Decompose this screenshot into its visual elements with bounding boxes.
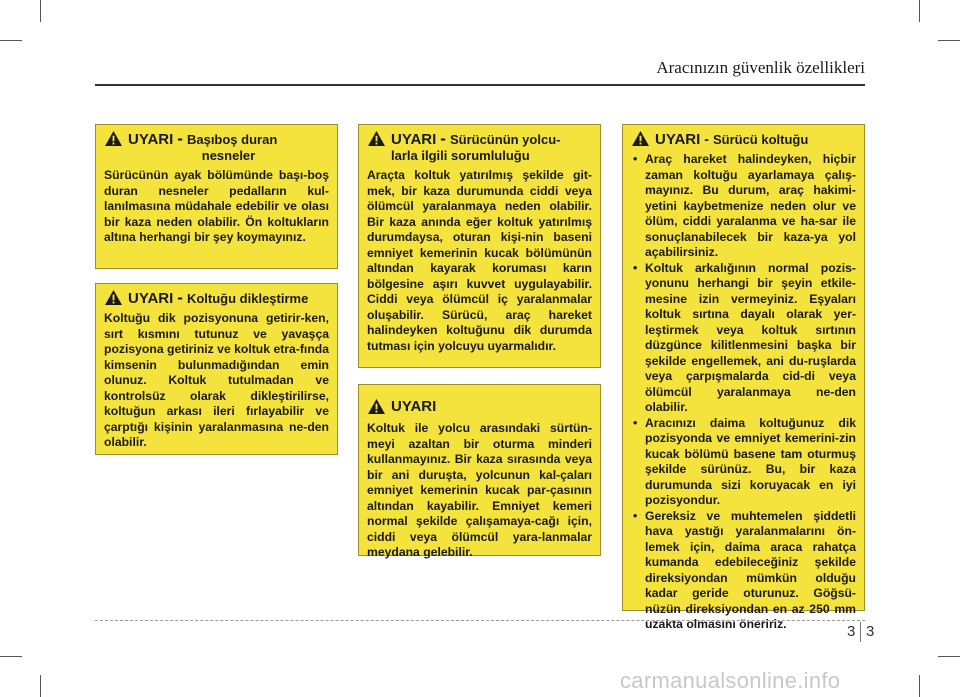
crop-mark (919, 675, 920, 697)
list-item: • Aracınızı daima koltuğunuz dik pozisyonda ve emniyet kemerini-zin kucak bölümü basene tam oturmuş şekilde sürünüz. Bu, bir kaza durumunda sizi koruyacak en iyi pozisyondur. (631, 416, 856, 509)
warning-title: UYARI - Başıboş duran nesneler (104, 131, 329, 164)
warning-word: UYARI (391, 398, 437, 415)
warning-triangle-icon (631, 130, 650, 147)
watermark: carmanualsonline.info (620, 668, 841, 693)
warning-body: Araçta koltuk yatırılmış şekilde git-mek, bir kaza durumunda ciddi veya ölümcül yaralanmaya neden olabilir. Bir kaza anında eğer koltuk yatırılmış durumdaysa, oturan kişi-nin baseni emniyet kemerinin kucak bölümünün altından kayarak koruması karın bölgesine aşırı kuvvet uygulayabilir. Ciddi veya ölümcül iç yaralanmalar oluşabilir. Sürücü, araç hareket halindeyken koltuğunu dik durumda tutması için yolcuyu uyarmalıdır. (367, 168, 592, 353)
warning-subtitle: Sürücünün yolcu- (449, 132, 561, 147)
crop-mark (40, 675, 41, 697)
page-number: 3 (866, 623, 875, 640)
warning-subtitle-line2: larla ilgili sorumluluğu (391, 148, 530, 163)
warning-cushion (358, 384, 601, 559)
warning-body: Koltuk ile yolcu arasındaki sürtün-meyi azaltan bir oturma minderi kullanmayınız. Bir kaza sırasında veya bir ani duruşta, yolcunun kal-çaları emniyet kemerinin kucak par-çasının altından kayabilir. Emniyet kemeri normal şekilde çalışamaya-cağı için, ciddi veya ölümcül yara-lanmalar meydana gelebilir. (367, 421, 592, 559)
footer-rule (95, 620, 865, 621)
header-rule (95, 84, 865, 86)
warning-subtitle: Koltuğu dikleştirme (186, 291, 309, 306)
warning-triangle-icon (367, 130, 386, 147)
warning-driver-responsibility (358, 124, 601, 368)
crop-mark (0, 656, 22, 657)
crop-mark (0, 40, 22, 41)
warning-title: UYARI - Sürücü koltuğu (631, 131, 856, 148)
warning-subtitle-line2: nesneler (201, 148, 256, 163)
page-number-separator (860, 622, 861, 642)
crop-mark (938, 40, 960, 41)
list-item: • Koltuk arkalığının normal pozis-yonunu herhangi bir şeyin etkile-mesine izin vermeyiniz. Eşyaları koltuk sırtına dayalı olarak yer-leştirmek veya koltuk sırtının düzgünce kilitlenmesini başka bir şekilde engellemek, ani du-ruşlarda veya çarpışmalarda cid-di veya ölümcül yaralanmaya ne-den olabilir. (631, 261, 856, 416)
warning-word: UYARI (128, 290, 174, 307)
warning-loose-objects (95, 124, 338, 269)
warning-triangle-icon (104, 130, 123, 147)
warning-list (631, 152, 856, 633)
crop-mark (919, 0, 920, 22)
warning-title: UYARI - Koltuğu dikleştirme (104, 290, 329, 307)
warning-driver-seat (622, 124, 865, 631)
list-item: • Gereksiz ve muhtemelen şiddetli hava yastığı yaralanmalarını ön-lemek için, daima araca rahatça kumanda edebileceğiniz şekilde direksiyondan mümkün olduğu kadar geride oturunuz. Göğsü-nüzün direksiyondan en az 250 mm uzakta olmasını öneririz. (631, 509, 856, 633)
warning-word: UYARI (655, 131, 701, 148)
warning-body: Koltuğu dik pozisyonuna getirir-ken, sırt kısmını tutunuz ve yavaşça pozisyona getiriniz ve koltuk etra-fında kimsenin bulunmadığından emin olunuz. Koltuk tutulmadan ve kontrolsüz olarak dikleştirilirse, koltuğun arkası ileri fırlayabilir ve çarptığı kişinin yaralanmasına ne-den olabilir. (104, 311, 329, 449)
warning-subtitle: Sürücü koltuğu (712, 132, 809, 147)
list-item: • Araç hareket halindeyken, hiçbir zaman koltuğu ayarlamaya çalış-mayınız. Bu durum, araç hakimi-yetini kaybetmenize neden olur ve ölüm, ciddi yaralanma ve ha-sar ile sonuçlanabilecek bir kaza-ya yol açabilirsiniz. (631, 152, 856, 261)
warning-body: Sürücünün ayak bölümünde başı-boş duran nesneler pedalların kul-lanılmasına müdahale edebilir ve olası bir kaza neden olabilir. Ön koltukların altına herhangi bir şey koymayınız. (104, 168, 329, 244)
warning-title: UYARI - Sürücünün yolcu- larla ilgili sorumluluğu (367, 131, 592, 164)
warning-subtitle: Başıboş duran (186, 132, 278, 147)
warning-word: UYARI (391, 131, 437, 148)
warning-triangle-icon (367, 398, 386, 415)
chapter-number: 3 (847, 623, 856, 640)
warning-upright-seat (95, 283, 338, 455)
page-header-title: Aracınızın güvenlik özellikleri (656, 58, 865, 77)
crop-mark (40, 0, 41, 22)
crop-mark (938, 656, 960, 657)
warning-triangle-icon (104, 289, 123, 306)
warning-word: UYARI (128, 131, 174, 148)
warning-title (367, 399, 592, 415)
